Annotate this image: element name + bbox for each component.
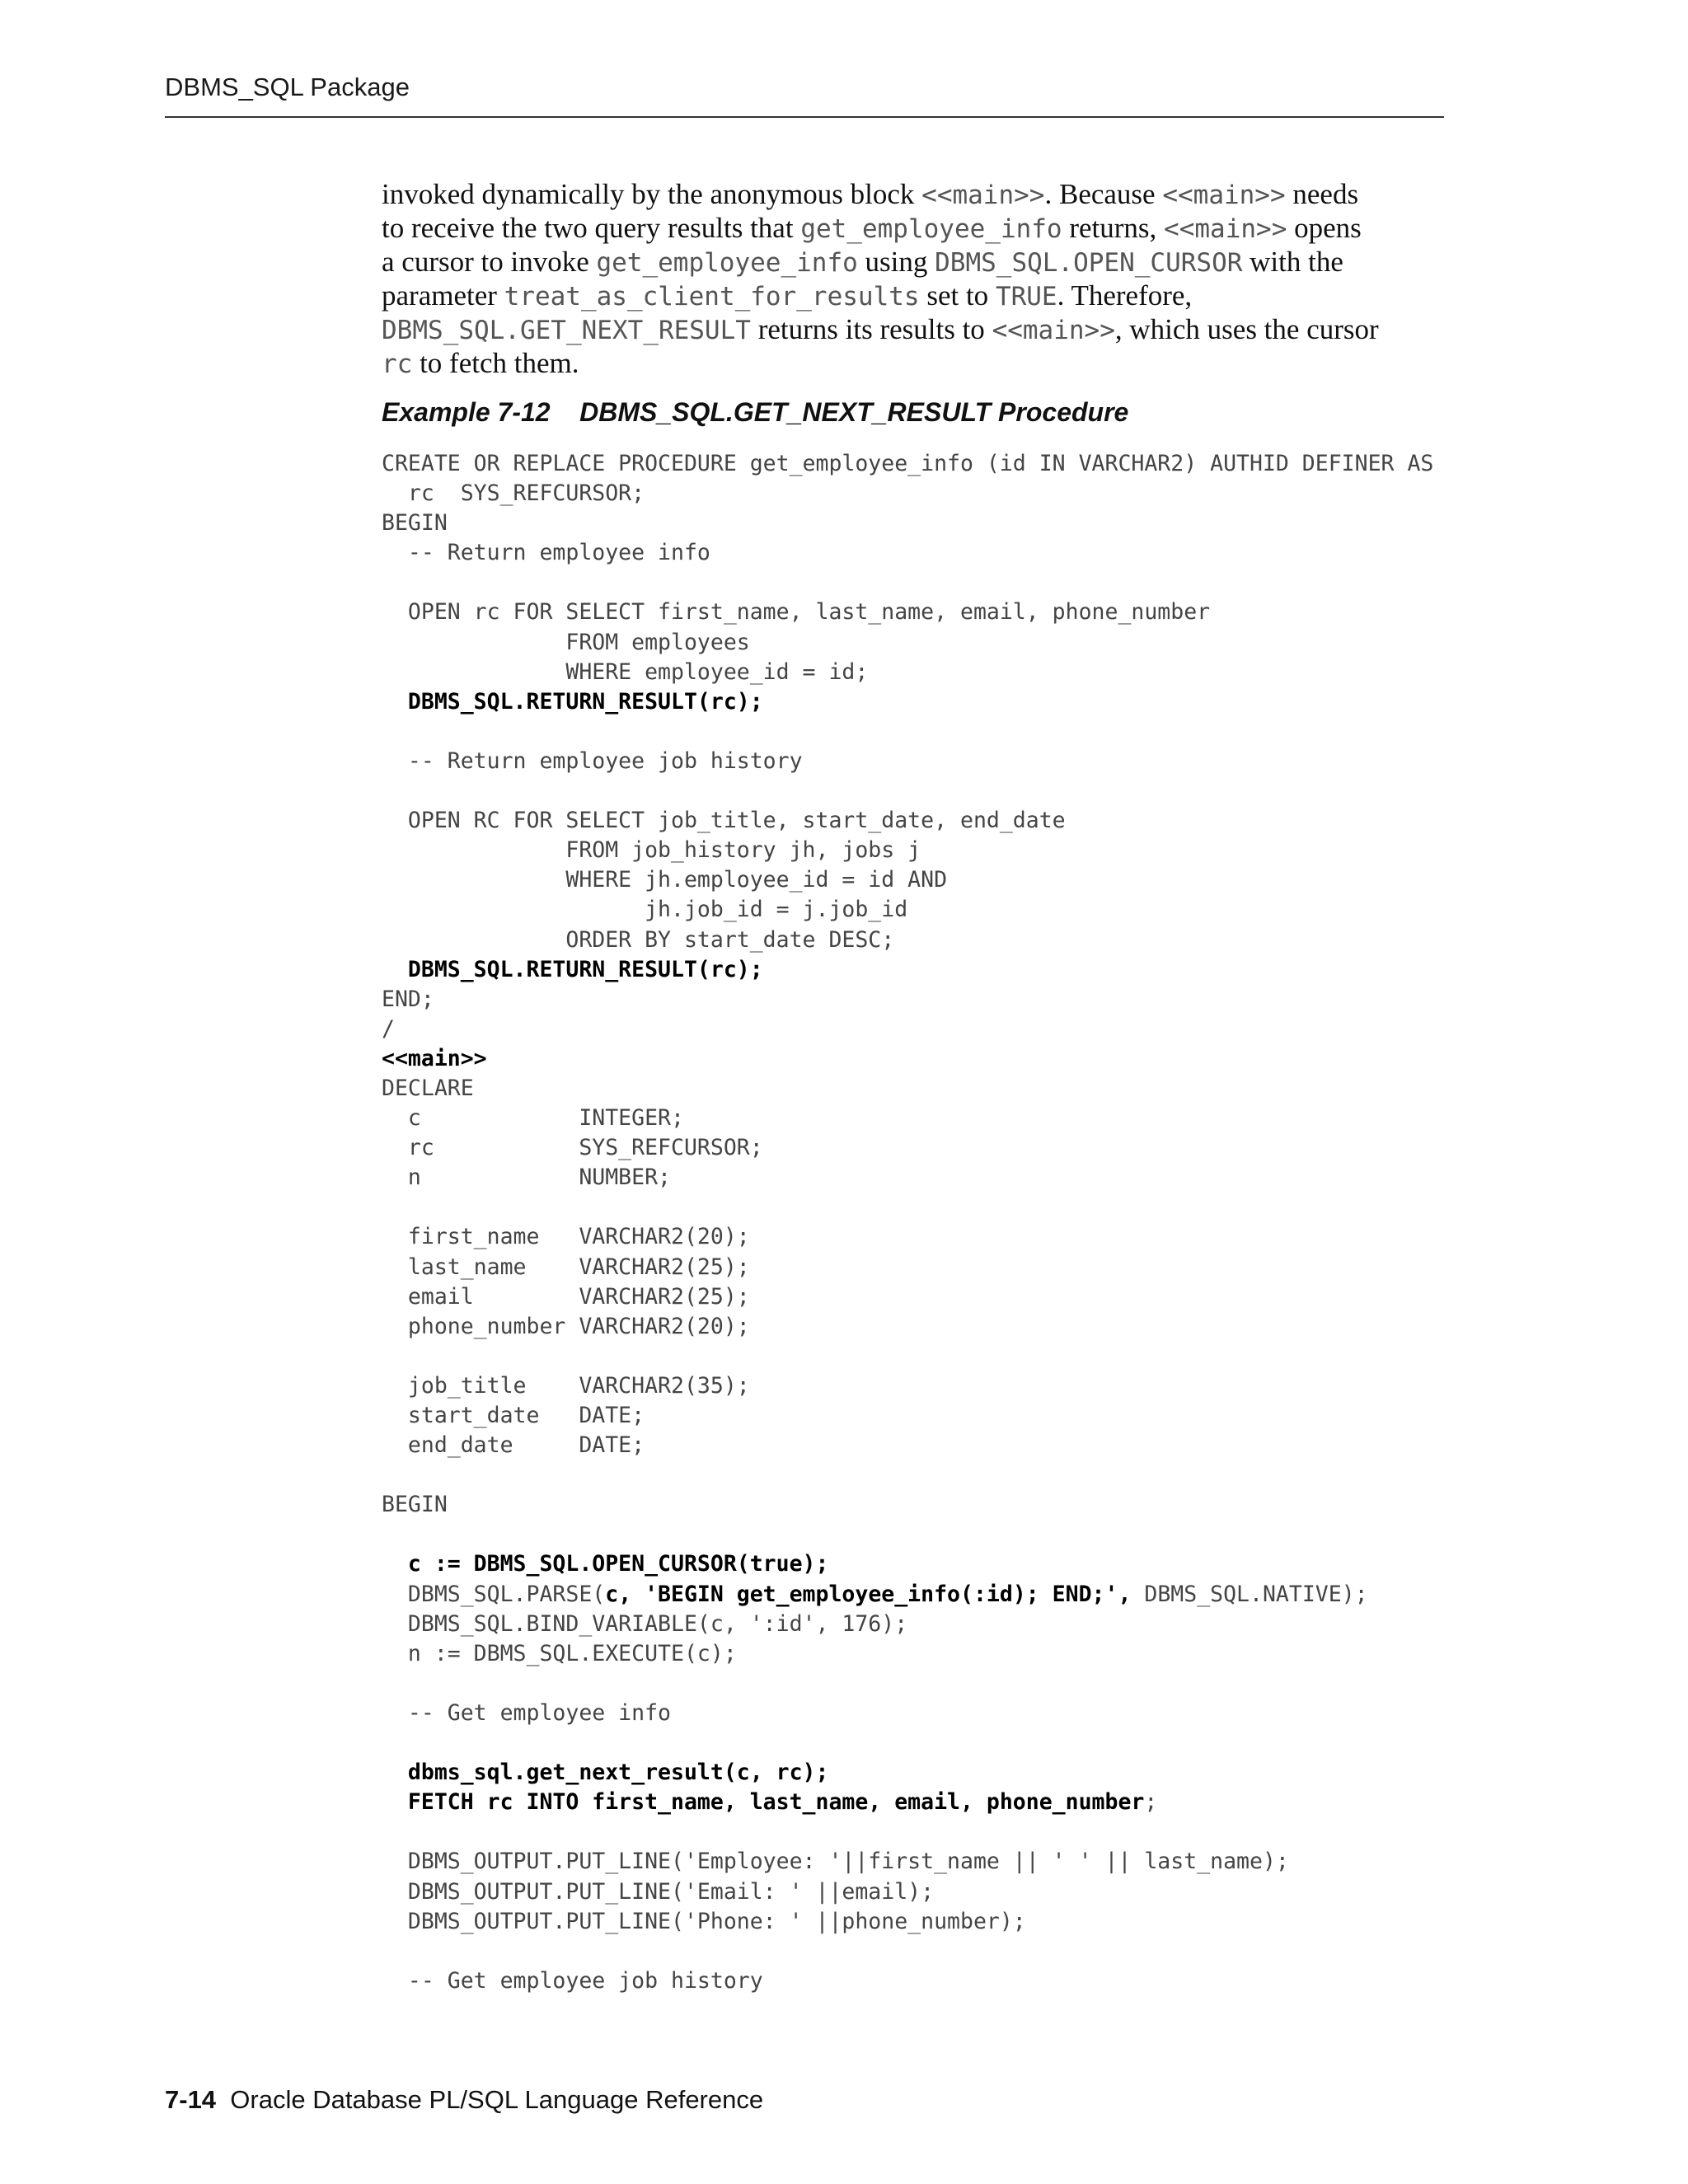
code-term: <<main>> [992, 316, 1115, 345]
book-title: Oracle Database PL/SQL Language Reference [230, 2085, 764, 2114]
text-run: with the [1242, 246, 1343, 278]
code-line: DECLARE [382, 1075, 474, 1101]
text-run: needs [1285, 178, 1359, 210]
code-line: last_name VARCHAR2(25); [382, 1254, 750, 1280]
code-listing [382, 449, 1433, 1996]
example-title: Example 7-12 DBMS_SQL.GET_NEXT_RESULT Procedure [382, 397, 1129, 427]
code-line: first_name VARCHAR2(20); [382, 1224, 750, 1250]
code-line: END; [382, 986, 434, 1012]
code-line: rc SYS_REFCURSOR; [382, 1135, 763, 1161]
text-run: . Because [1044, 178, 1163, 210]
code-term: TRUE [995, 282, 1057, 312]
code-line: / [382, 1015, 395, 1042]
code-line: DBMS_OUTPUT.PUT_LINE('Phone: ' ||phone_number); [382, 1908, 1026, 1934]
paragraph-line [382, 313, 1453, 347]
code-line: ORDER BY start_date DESC; [382, 926, 895, 953]
code-line-bold: FETCH rc INTO first_name, last_name, email, phone_number [382, 1789, 1145, 1816]
text-run: , which uses the cursor [1114, 313, 1379, 345]
code-line: FROM employees [382, 629, 750, 655]
code-line-bold: c := DBMS_SQL.OPEN_CURSOR(true); [382, 1551, 829, 1577]
text-run: using [857, 246, 935, 278]
code-line: job_title VARCHAR2(35); [382, 1372, 750, 1399]
paragraph-line [382, 246, 1453, 279]
code-line: FROM job_history jh, jobs j [382, 837, 921, 864]
code-line: CREATE OR REPLACE PROCEDURE get_employee_info (id IN VARCHAR2) AUTHID DEFINER AS [382, 451, 1434, 476]
text-run: returns its results to [750, 313, 992, 345]
code-term: rc [382, 349, 413, 379]
code-term: <<main>> [921, 180, 1045, 210]
text-run: opens [1287, 212, 1362, 244]
code-fragment: DBMS_SQL.NATIVE); [1131, 1581, 1368, 1607]
code-line: DBMS_SQL.BIND_VARIABLE(c, ':id', 176); [382, 1610, 908, 1637]
code-line: rc SYS_REFCURSOR; [382, 480, 645, 507]
code-line: email VARCHAR2(25); [382, 1283, 750, 1310]
code-line: BEGIN [382, 510, 448, 537]
code-comment: -- Get employee info [382, 1699, 671, 1726]
code-term: treat_as_client_for_results [504, 282, 920, 312]
header-rule [165, 116, 1444, 118]
running-header: DBMS_SQL Package [165, 73, 410, 101]
page-number: 7-14 [165, 2085, 217, 2114]
code-term: DBMS_SQL.GET_NEXT_RESULT [382, 316, 751, 345]
code-line: jh.job_id = j.job_id [382, 897, 908, 923]
text-run: set to [919, 279, 996, 312]
page-footer [165, 2085, 763, 2115]
code-line: n NUMBER; [382, 1165, 671, 1191]
text-run: a cursor to invoke [382, 246, 597, 278]
code-label-main: <<main>> [382, 1045, 487, 1071]
text-run: returns, [1062, 212, 1165, 244]
code-line: BEGIN [382, 1492, 448, 1518]
code-comment: -- Get employee job history [382, 1967, 763, 1994]
code-line-bold: DBMS_SQL.RETURN_RESULT(rc); [382, 688, 763, 715]
code-fragment: ; [1144, 1789, 1158, 1816]
text-run: . Therefore, [1057, 279, 1193, 312]
code-line: start_date DATE; [382, 1403, 645, 1428]
intro-paragraph [382, 178, 1453, 381]
text-run: invoked dynamically by the anonymous block [382, 178, 922, 210]
code-line: WHERE employee_id = id; [382, 658, 869, 685]
text-run: to fetch them. [412, 347, 579, 379]
code-line-bold: DBMS_SQL.RETURN_RESULT(rc); [382, 956, 763, 982]
code-line: end_date DATE; [382, 1432, 645, 1459]
code-term: DBMS_SQL.OPEN_CURSOR [935, 248, 1243, 278]
code-comment: -- Return employee info [382, 540, 710, 566]
code-term: <<main>> [1162, 180, 1286, 210]
paragraph-line [382, 279, 1453, 313]
code-line: DBMS_OUTPUT.PUT_LINE('Email: ' ||email); [382, 1878, 935, 1905]
code-term: <<main>> [1164, 214, 1287, 244]
footer-space [216, 2085, 230, 2114]
paragraph-line [382, 178, 1453, 212]
code-line-bold: dbms_sql.get_next_result(c, rc); [382, 1760, 829, 1786]
code-line: c INTEGER; [382, 1105, 684, 1132]
code-fragment-bold: c, 'BEGIN get_employee_info(:id); END;', [605, 1581, 1132, 1607]
code-comment: -- Return employee job history [382, 748, 803, 774]
code-line: DBMS_SQL.PARSE( [382, 1581, 606, 1607]
code-line: OPEN RC FOR SELECT job_title, start_date, end_date [382, 808, 1066, 834]
code-term: get_employee_info [800, 214, 1062, 244]
code-line: n := DBMS_SQL.EXECUTE(c); [382, 1640, 737, 1666]
code-line: DBMS_OUTPUT.PUT_LINE('Employee: '||first_name || ' ' || last_name); [382, 1849, 1289, 1875]
code-line: WHERE jh.employee_id = id AND [382, 867, 948, 893]
text-run: parameter [382, 279, 504, 312]
text-run: to receive the two query results that [382, 212, 801, 244]
code-line: phone_number VARCHAR2(20); [382, 1313, 750, 1339]
code-term: get_employee_info [596, 248, 858, 278]
code-line: OPEN rc FOR SELECT first_name, last_name, email, phone_number [382, 599, 1211, 626]
paragraph-line [382, 212, 1453, 246]
paragraph-line [382, 347, 1453, 381]
